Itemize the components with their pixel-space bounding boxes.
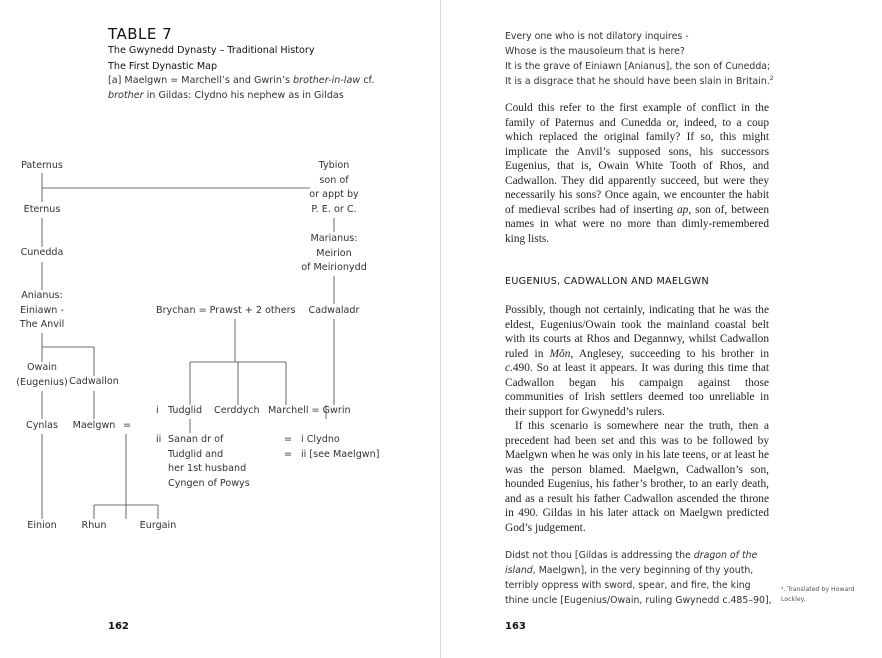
tree-node-marianus [289, 232, 379, 276]
footnote: ². Translated by Howard Lockley. [781, 586, 855, 603]
verse-line-4 [505, 75, 774, 87]
tree-node-cerddych: Cerddych [214, 405, 260, 416]
gildas-quote [505, 548, 773, 608]
tree-node-line: Anianus: [21, 290, 63, 301]
tree-node-cunedda: Cunedda [20, 247, 64, 258]
table-subtitle: The Gwynedd Dynasty – Traditional History [108, 45, 315, 56]
note-italic: brother [108, 90, 144, 101]
section-heading: EUGENIUS, CADWALLON AND MAELGWN [505, 276, 709, 287]
tree-node-marchell-gwrin: Marchell = Gwrin [268, 405, 351, 416]
tree-node-line: Meirion [316, 247, 352, 259]
tree-node-cadwaladr: Cadwaladr [308, 305, 360, 316]
footnote-marker: 2 [769, 75, 774, 82]
quote-italic: dragon of the island [505, 550, 758, 576]
body-paragraph-2 [505, 303, 769, 535]
tree-node-maelgwn: Maelgwn [72, 420, 116, 431]
tree-node-clydno: i Clydno [301, 434, 340, 445]
page-number-right: 163 [505, 621, 526, 632]
tree-node-maelgwn-marriage: = [122, 420, 132, 431]
tree-node-cynlas: Cynlas [26, 420, 58, 431]
tree-node-tybion [294, 159, 374, 217]
paragraph-italic: ap [677, 203, 689, 216]
paragraph-text: 490. So at least it appears. It was during this time that Cadwallon began his campaign against those communities of Irish settlers deemed too unreliable in their support for Gwynedd’s rulers. [505, 362, 769, 418]
tree-node-see-marriage: = [284, 449, 293, 460]
tree-node-line: Tybion [318, 160, 350, 171]
tree-node-line: her 1st husband [168, 463, 247, 474]
tree-node-line: Einiawn - [20, 304, 64, 316]
table-title: TABLE 7 [108, 25, 173, 43]
tree-node-eternus: Eternus [23, 204, 61, 215]
note-italic: brother-in-law [293, 75, 361, 86]
book-spine [440, 0, 441, 658]
generation-marker-ii: ii [156, 434, 162, 445]
tree-node-see-maelgwn: ii [see Maelgwn] [301, 449, 380, 460]
tree-node-line: or appt by [309, 189, 359, 200]
note-text: in Gildas: Clydno his nephew as in Gildas [143, 90, 344, 101]
note-text: cf. [360, 75, 375, 86]
tree-node-line: Sanan dr of [168, 434, 224, 445]
paragraph-italic: Môn [549, 347, 571, 360]
tree-node-line: Tudglid and [168, 448, 224, 460]
verse-line-1: Every one who is not dilatory inquires - [505, 31, 689, 42]
tree-node-line: The Anvil [19, 319, 65, 330]
tree-node-rhun: Rhun [81, 520, 107, 531]
paragraph-text: Could this refer to the first example of conflict in the family of Paternus and Cunedda or, indeed, to a coup which replaced the original family? If so, this might implicate the Anvil’s supposed sons, his successors Eugenius, that is, Owain White Tooth of Rhos, and Cadwallon. They did apparently succeed, but were they necessarily his sons? Once again, we encounter the habit of medieval scribes had of inserting [505, 102, 769, 216]
tree-node-paternus: Paternus [21, 160, 63, 171]
tree-node-line: of Meirionydd [301, 262, 367, 273]
table-subtitle-2: The First Dynastic Map [108, 61, 218, 72]
paragraph-text: Possibly, though not certainly, indicating that he was the eldest, Eugenius/Owain took the mainland coastal belt with its courts at Rhos and Degannwy, whilst Cadwallon ruled in [505, 304, 769, 360]
tree-node-clydno-marriage: = [284, 434, 293, 445]
verse-line-2: Whose is the mausoleum that is here? [505, 46, 685, 57]
verse-line-3: It is the grave of Einiawn [Anianus], the son of Cunedda; [505, 61, 771, 72]
generation-marker-i: i [156, 405, 159, 416]
tree-node-tudglid: Tudglid [168, 405, 203, 416]
tree-node-line: Marianus: [310, 233, 358, 244]
body-paragraph-1 [505, 101, 769, 246]
paragraph-text: , son of, between names in what were no more than dimly-remembered king lists. [505, 203, 769, 245]
note-text: [a] Maelgwn = Marchell’s and Gwrin’s [108, 75, 294, 86]
quote-text: , Maelgwn], in the very beginning of thy youth, terribly oppress with sword, spear, and fire, the king thine uncle [Eugenius/Owain, ruling Gwynedd c.485–90], [505, 565, 772, 606]
tree-node-cadwallon: Cadwallon [69, 376, 119, 387]
page-number-left: 162 [108, 621, 129, 632]
verse-text: It is a disgrace that he should have been slain in Britain. [505, 76, 770, 88]
tree-node-sanan [168, 433, 250, 491]
tree-node-line: son of [319, 174, 349, 186]
quote-text: Didst not thou [Gildas is addressing the [505, 550, 694, 561]
tree-node-eurgain: Eurgain [139, 520, 177, 531]
tree-node-einion: Einion [27, 520, 57, 531]
tree-node-brychan: Brychan = Prawst + 2 others [156, 305, 296, 316]
tree-node-anianus [7, 289, 77, 333]
paragraph-text: , Anglesey, succeeding to his brother in [570, 347, 769, 360]
tree-node-line: (Eugenius) [16, 376, 68, 388]
tree-node-line: Owain [26, 362, 58, 373]
tree-node-line: Cyngen of Powys [168, 477, 250, 489]
paragraph-italic: c. [505, 362, 513, 374]
tree-node-line: P. E. or C. [311, 203, 357, 215]
body-paragraph-3: If this scenario is somewhere near the truth, then a precedent had been set and this was to be followed by Maelgwn when he was only in his late teens, or at least he was the person blamed. Maelgwn, Cadwallon’s son, hounded Eugenius, his father’s brother, to an early death, and as a result his father Cadwallon ascended the throne in 490. Gildas in his later attack on Maelgwn predicted God’s judgement. [505, 420, 769, 534]
